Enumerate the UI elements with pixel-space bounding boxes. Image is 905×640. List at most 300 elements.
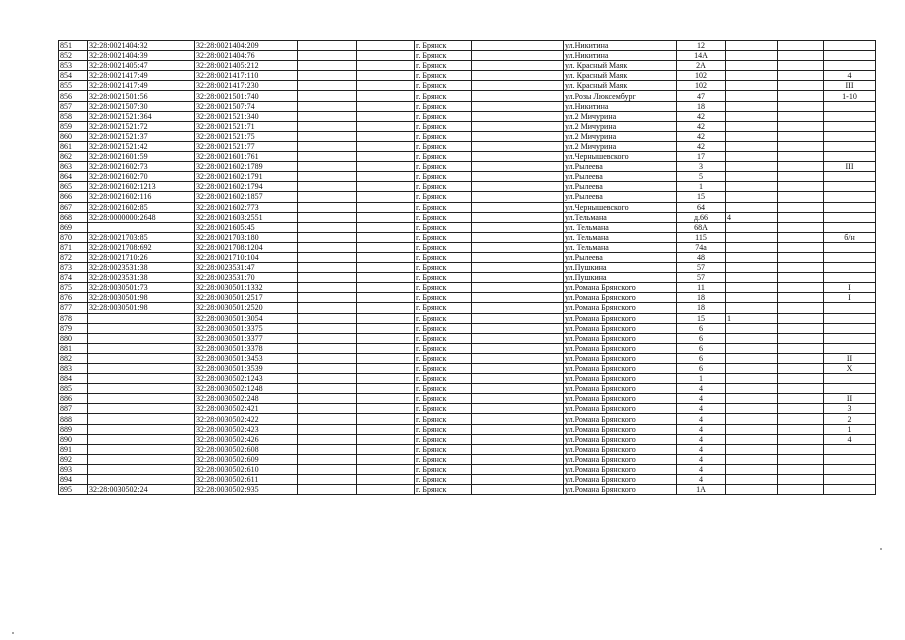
apartment-cell bbox=[824, 202, 876, 212]
empty-cell bbox=[778, 172, 824, 182]
row-number: 884 bbox=[59, 374, 88, 384]
cadastral-number-object: 32:28:0021602:1857 bbox=[195, 192, 298, 202]
cadastral-number-land: 32:28:0021521:42 bbox=[88, 141, 195, 151]
empty-cell bbox=[778, 313, 824, 323]
cadastral-number-object: 32:28:0021404:76 bbox=[195, 51, 298, 61]
street-cell: ул.2 Мичурина bbox=[564, 111, 677, 121]
house-number-cell: 15 bbox=[677, 192, 726, 202]
city-cell: г. Брянск bbox=[415, 91, 472, 101]
building-cell bbox=[726, 414, 778, 424]
empty-cell bbox=[472, 121, 564, 131]
row-number: 856 bbox=[59, 91, 88, 101]
cadastral-number-land: 32:28:0021708:692 bbox=[88, 242, 195, 252]
empty-cell bbox=[298, 374, 357, 384]
city-cell: г. Брянск bbox=[415, 323, 472, 333]
table-row bbox=[59, 404, 876, 414]
cadastral-number-object: 32:28:0030501:3453 bbox=[195, 353, 298, 363]
table-row bbox=[59, 252, 876, 262]
empty-cell bbox=[778, 485, 824, 495]
apartment-cell bbox=[824, 333, 876, 343]
empty-cell bbox=[298, 121, 357, 131]
empty-cell bbox=[357, 394, 415, 404]
street-cell: ул.Рылеева bbox=[564, 162, 677, 172]
building-cell bbox=[726, 182, 778, 192]
street-cell: ул.Тельмана bbox=[564, 212, 677, 222]
empty-cell bbox=[778, 464, 824, 474]
house-number-cell: 4 bbox=[677, 424, 726, 434]
empty-cell bbox=[472, 424, 564, 434]
city-cell: г. Брянск bbox=[415, 485, 472, 495]
street-cell: ул.Рылеева bbox=[564, 192, 677, 202]
cadastral-number-object: 32:28:0021602:1794 bbox=[195, 182, 298, 192]
empty-cell bbox=[472, 283, 564, 293]
city-cell: г. Брянск bbox=[415, 454, 472, 464]
cadastral-number-object: 32:28:0030502:421 bbox=[195, 404, 298, 414]
cadastral-number-land bbox=[88, 222, 195, 232]
empty-cell bbox=[472, 464, 564, 474]
building-cell bbox=[726, 242, 778, 252]
city-cell: г. Брянск bbox=[415, 404, 472, 414]
empty-cell bbox=[778, 394, 824, 404]
cadastral-number-land: 32:28:0000000:2648 bbox=[88, 212, 195, 222]
row-number: 863 bbox=[59, 162, 88, 172]
empty-cell bbox=[778, 454, 824, 464]
empty-cell bbox=[472, 364, 564, 374]
table-row bbox=[59, 414, 876, 424]
empty-cell bbox=[472, 475, 564, 485]
cadastral-number-land bbox=[88, 424, 195, 434]
empty-cell bbox=[778, 353, 824, 363]
street-cell: ул.Пушкина bbox=[564, 273, 677, 283]
street-cell: ул. Тельмана bbox=[564, 242, 677, 252]
table-row bbox=[59, 172, 876, 182]
empty-cell bbox=[778, 91, 824, 101]
building-cell bbox=[726, 434, 778, 444]
empty-cell bbox=[298, 212, 357, 222]
empty-cell bbox=[298, 81, 357, 91]
empty-cell bbox=[472, 232, 564, 242]
apartment-cell bbox=[824, 141, 876, 151]
empty-cell bbox=[778, 121, 824, 131]
apartment-cell: III bbox=[824, 81, 876, 91]
empty-cell bbox=[778, 273, 824, 283]
empty-cell bbox=[778, 81, 824, 91]
empty-cell bbox=[357, 71, 415, 81]
empty-cell bbox=[472, 242, 564, 252]
empty-cell bbox=[778, 384, 824, 394]
empty-cell bbox=[472, 252, 564, 262]
house-number-cell: 4 bbox=[677, 414, 726, 424]
cadastral-number-land: 32:28:0021602:70 bbox=[88, 172, 195, 182]
empty-cell bbox=[778, 111, 824, 121]
row-number: 875 bbox=[59, 283, 88, 293]
empty-cell bbox=[298, 333, 357, 343]
empty-cell bbox=[298, 313, 357, 323]
city-cell: г. Брянск bbox=[415, 444, 472, 454]
apartment-cell bbox=[824, 51, 876, 61]
empty-cell bbox=[298, 222, 357, 232]
empty-cell bbox=[472, 404, 564, 414]
table-row bbox=[59, 353, 876, 363]
cadastral-number-object: 32:28:0030501:3054 bbox=[195, 313, 298, 323]
street-cell: ул.Романа Брянского bbox=[564, 454, 677, 464]
cadastral-number-land: 32:28:0021417:49 bbox=[88, 81, 195, 91]
empty-cell bbox=[778, 202, 824, 212]
empty-cell bbox=[357, 212, 415, 222]
empty-cell bbox=[472, 444, 564, 454]
row-number: 887 bbox=[59, 404, 88, 414]
empty-cell bbox=[778, 475, 824, 485]
building-cell bbox=[726, 283, 778, 293]
cadastral-number-object: 32:28:0030502:1248 bbox=[195, 384, 298, 394]
cadastral-number-object: 32:28:0021602:1789 bbox=[195, 162, 298, 172]
house-number-cell: 102 bbox=[677, 71, 726, 81]
empty-cell bbox=[298, 61, 357, 71]
house-number-cell: 4 bbox=[677, 384, 726, 394]
empty-cell bbox=[298, 353, 357, 363]
row-number: 893 bbox=[59, 464, 88, 474]
apartment-cell bbox=[824, 131, 876, 141]
house-number-cell: 102 bbox=[677, 81, 726, 91]
empty-cell bbox=[472, 41, 564, 51]
empty-cell bbox=[357, 202, 415, 212]
city-cell: г. Брянск bbox=[415, 384, 472, 394]
row-number: 879 bbox=[59, 323, 88, 333]
house-number-cell: 4 bbox=[677, 404, 726, 414]
apartment-cell bbox=[824, 273, 876, 283]
city-cell: г. Брянск bbox=[415, 353, 472, 363]
city-cell: г. Брянск bbox=[415, 192, 472, 202]
empty-cell bbox=[298, 162, 357, 172]
table-row bbox=[59, 212, 876, 222]
cadastral-number-object: 32:28:0021601:761 bbox=[195, 152, 298, 162]
row-number: 882 bbox=[59, 353, 88, 363]
house-number-cell: 11 bbox=[677, 283, 726, 293]
empty-cell bbox=[472, 222, 564, 232]
city-cell: г. Брянск bbox=[415, 202, 472, 212]
house-number-cell: 14А bbox=[677, 51, 726, 61]
house-number-cell: 18 bbox=[677, 293, 726, 303]
row-number: 857 bbox=[59, 101, 88, 111]
table-row bbox=[59, 293, 876, 303]
apartment-cell: I bbox=[824, 293, 876, 303]
empty-cell bbox=[778, 61, 824, 71]
empty-cell bbox=[298, 141, 357, 151]
cadastral-number-object: 32:28:0030501:3375 bbox=[195, 323, 298, 333]
empty-cell bbox=[472, 263, 564, 273]
empty-cell bbox=[357, 464, 415, 474]
empty-cell bbox=[472, 333, 564, 343]
street-cell: ул.Романа Брянского bbox=[564, 313, 677, 323]
cadastral-number-object: 32:28:0021405:212 bbox=[195, 61, 298, 71]
cadastral-number-object: 32:28:0021603:2551 bbox=[195, 212, 298, 222]
table-row bbox=[59, 182, 876, 192]
city-cell: г. Брянск bbox=[415, 464, 472, 474]
cadastral-number-land: 32:28:0021521:72 bbox=[88, 121, 195, 131]
empty-cell bbox=[298, 131, 357, 141]
building-cell bbox=[726, 485, 778, 495]
table-row bbox=[59, 81, 876, 91]
house-number-cell: 74а bbox=[677, 242, 726, 252]
cadastral-number-land: 32:28:0030501:98 bbox=[88, 293, 195, 303]
street-cell: ул.Романа Брянского bbox=[564, 444, 677, 454]
building-cell bbox=[726, 51, 778, 61]
empty-cell bbox=[357, 152, 415, 162]
empty-cell bbox=[778, 323, 824, 333]
empty-cell bbox=[472, 273, 564, 283]
empty-cell bbox=[357, 343, 415, 353]
building-cell bbox=[726, 293, 778, 303]
street-cell: ул. Тельмана bbox=[564, 232, 677, 242]
street-cell: ул.Рылеева bbox=[564, 252, 677, 262]
row-number: 851 bbox=[59, 41, 88, 51]
house-number-cell: 1 bbox=[677, 182, 726, 192]
row-number: 873 bbox=[59, 263, 88, 273]
row-number: 854 bbox=[59, 71, 88, 81]
street-cell: ул.Романа Брянского bbox=[564, 475, 677, 485]
cadastral-number-land: 32:28:0030501:73 bbox=[88, 283, 195, 293]
house-number-cell: 4 bbox=[677, 454, 726, 464]
house-number-cell: 5 bbox=[677, 172, 726, 182]
city-cell: г. Брянск bbox=[415, 101, 472, 111]
city-cell: г. Брянск bbox=[415, 424, 472, 434]
building-cell bbox=[726, 464, 778, 474]
building-cell bbox=[726, 121, 778, 131]
street-cell: ул.Романа Брянского bbox=[564, 293, 677, 303]
building-cell bbox=[726, 273, 778, 283]
cadastral-number-land: 32:28:0021602:1213 bbox=[88, 182, 195, 192]
street-cell: ул.Рылеева bbox=[564, 182, 677, 192]
house-number-cell: 6 bbox=[677, 364, 726, 374]
city-cell: г. Брянск bbox=[415, 111, 472, 121]
street-cell: ул.Романа Брянского bbox=[564, 323, 677, 333]
cadastral-number-object: 32:28:0021507:74 bbox=[195, 101, 298, 111]
street-cell: ул.Романа Брянского bbox=[564, 333, 677, 343]
apartment-cell: 4 bbox=[824, 434, 876, 444]
house-number-cell: 2А bbox=[677, 61, 726, 71]
row-number: 866 bbox=[59, 192, 88, 202]
empty-cell bbox=[357, 162, 415, 172]
building-cell bbox=[726, 111, 778, 121]
apartment-cell: 1-10 bbox=[824, 91, 876, 101]
empty-cell bbox=[357, 283, 415, 293]
row-number: 858 bbox=[59, 111, 88, 121]
street-cell: ул.Чернышевского bbox=[564, 202, 677, 212]
empty-cell bbox=[357, 333, 415, 343]
cadastral-number-land: 32:28:0021404:39 bbox=[88, 51, 195, 61]
cadastral-number-land: 32:28:0021601:59 bbox=[88, 152, 195, 162]
table-row bbox=[59, 242, 876, 252]
house-number-cell: 42 bbox=[677, 131, 726, 141]
empty-cell bbox=[472, 51, 564, 61]
empty-cell bbox=[357, 232, 415, 242]
city-cell: г. Брянск bbox=[415, 475, 472, 485]
city-cell: г. Брянск bbox=[415, 162, 472, 172]
house-number-cell: 12 bbox=[677, 41, 726, 51]
building-cell bbox=[726, 404, 778, 414]
empty-cell bbox=[357, 121, 415, 131]
empty-cell bbox=[357, 404, 415, 414]
house-number-cell: 4 bbox=[677, 394, 726, 404]
city-cell: г. Брянск bbox=[415, 283, 472, 293]
apartment-cell: 1 bbox=[824, 424, 876, 434]
cadastral-number-land bbox=[88, 384, 195, 394]
cadastral-number-object: 32:28:0030501:3378 bbox=[195, 343, 298, 353]
apartment-cell bbox=[824, 172, 876, 182]
house-number-cell: 15 bbox=[677, 313, 726, 323]
empty-cell bbox=[298, 172, 357, 182]
row-number: 885 bbox=[59, 384, 88, 394]
city-cell: г. Брянск bbox=[415, 232, 472, 242]
city-cell: г. Брянск bbox=[415, 51, 472, 61]
street-cell: ул. Красный Маяк bbox=[564, 81, 677, 91]
street-cell: ул. Красный Маяк bbox=[564, 71, 677, 81]
table-row bbox=[59, 91, 876, 101]
empty-cell bbox=[298, 414, 357, 424]
street-cell: ул.Романа Брянского bbox=[564, 424, 677, 434]
cadastral-number-land bbox=[88, 323, 195, 333]
city-cell: г. Брянск bbox=[415, 152, 472, 162]
apartment-cell: X bbox=[824, 364, 876, 374]
house-number-cell: 6 bbox=[677, 343, 726, 353]
empty-cell bbox=[357, 263, 415, 273]
empty-cell bbox=[472, 111, 564, 121]
house-number-cell: 47 bbox=[677, 91, 726, 101]
apartment-cell: III bbox=[824, 162, 876, 172]
city-cell: г. Брянск bbox=[415, 222, 472, 232]
table-row bbox=[59, 444, 876, 454]
table-row bbox=[59, 283, 876, 293]
house-number-cell: 42 bbox=[677, 121, 726, 131]
cadastral-number-land bbox=[88, 404, 195, 414]
row-number: 878 bbox=[59, 313, 88, 323]
table-row bbox=[59, 71, 876, 81]
cadastral-number-object: 32:28:0030502:611 bbox=[195, 475, 298, 485]
building-cell: 4 bbox=[726, 212, 778, 222]
empty-cell bbox=[298, 152, 357, 162]
apartment-cell bbox=[824, 252, 876, 262]
empty-cell bbox=[357, 475, 415, 485]
cadastral-number-object: 32:28:0021417:110 bbox=[195, 71, 298, 81]
cadastral-number-land bbox=[88, 333, 195, 343]
row-number: 852 bbox=[59, 51, 88, 61]
apartment-cell bbox=[824, 303, 876, 313]
apartment-cell bbox=[824, 182, 876, 192]
empty-cell bbox=[472, 303, 564, 313]
building-cell bbox=[726, 303, 778, 313]
empty-cell bbox=[298, 424, 357, 434]
house-number-cell: 6 bbox=[677, 333, 726, 343]
table-row bbox=[59, 464, 876, 474]
apartment-cell: I bbox=[824, 283, 876, 293]
empty-cell bbox=[298, 404, 357, 414]
building-cell bbox=[726, 454, 778, 464]
empty-cell bbox=[357, 192, 415, 202]
city-cell: г. Брянск bbox=[415, 252, 472, 262]
empty-cell bbox=[472, 152, 564, 162]
table-row bbox=[59, 384, 876, 394]
row-number: 888 bbox=[59, 414, 88, 424]
empty-cell bbox=[298, 444, 357, 454]
empty-cell bbox=[472, 162, 564, 172]
building-cell bbox=[726, 394, 778, 404]
building-cell bbox=[726, 444, 778, 454]
cadastral-number-object: 32:28:0030501:3377 bbox=[195, 333, 298, 343]
empty-cell bbox=[357, 374, 415, 384]
apartment-cell bbox=[824, 343, 876, 353]
apartment-cell bbox=[824, 222, 876, 232]
street-cell: ул.Розы Люксембург bbox=[564, 91, 677, 101]
apartment-cell bbox=[824, 212, 876, 222]
house-number-cell: 1А bbox=[677, 485, 726, 495]
row-number: 860 bbox=[59, 131, 88, 141]
city-cell: г. Брянск bbox=[415, 212, 472, 222]
cadastral-number-land: 32:28:0021507:30 bbox=[88, 101, 195, 111]
cadastral-number-object: 32:28:0030502:1243 bbox=[195, 374, 298, 384]
empty-cell bbox=[357, 91, 415, 101]
street-cell: ул.Романа Брянского bbox=[564, 303, 677, 313]
empty-cell bbox=[298, 293, 357, 303]
empty-cell bbox=[357, 424, 415, 434]
row-number: 870 bbox=[59, 232, 88, 242]
row-number: 894 bbox=[59, 475, 88, 485]
empty-cell bbox=[298, 101, 357, 111]
building-cell bbox=[726, 323, 778, 333]
empty-cell bbox=[472, 141, 564, 151]
house-number-cell: 6 bbox=[677, 323, 726, 333]
empty-cell bbox=[357, 141, 415, 151]
empty-cell bbox=[357, 182, 415, 192]
street-cell: ул.Романа Брянского bbox=[564, 384, 677, 394]
street-cell: ул.2 Мичурина bbox=[564, 121, 677, 131]
row-number: 874 bbox=[59, 273, 88, 283]
street-cell: ул.2 Мичурина bbox=[564, 141, 677, 151]
empty-cell bbox=[298, 232, 357, 242]
building-cell bbox=[726, 192, 778, 202]
building-cell bbox=[726, 81, 778, 91]
empty-cell bbox=[472, 192, 564, 202]
empty-cell bbox=[472, 374, 564, 384]
cadastral-number-land: 32:28:0021404:32 bbox=[88, 41, 195, 51]
empty-cell bbox=[472, 101, 564, 111]
empty-cell bbox=[778, 293, 824, 303]
empty-cell bbox=[778, 263, 824, 273]
table-row bbox=[59, 202, 876, 212]
empty-cell bbox=[472, 384, 564, 394]
cadastral-number-object: 32:28:0021521:75 bbox=[195, 131, 298, 141]
empty-cell bbox=[357, 111, 415, 121]
building-cell bbox=[726, 61, 778, 71]
house-number-cell: 42 bbox=[677, 141, 726, 151]
building-cell bbox=[726, 172, 778, 182]
building-cell bbox=[726, 475, 778, 485]
table-row bbox=[59, 454, 876, 464]
apartment-cell bbox=[824, 313, 876, 323]
street-cell: ул.Романа Брянского bbox=[564, 343, 677, 353]
empty-cell bbox=[298, 454, 357, 464]
empty-cell bbox=[298, 394, 357, 404]
cadastral-number-object: 32:28:0023531:70 bbox=[195, 273, 298, 283]
empty-cell bbox=[472, 485, 564, 495]
cadastral-number-land: 32:28:0021521:364 bbox=[88, 111, 195, 121]
cadastral-number-object: 32:28:0030502:248 bbox=[195, 394, 298, 404]
empty-cell bbox=[778, 141, 824, 151]
house-number-cell: 115 bbox=[677, 232, 726, 242]
table-row bbox=[59, 101, 876, 111]
building-cell bbox=[726, 202, 778, 212]
cadastral-number-object: 32:28:0030502:422 bbox=[195, 414, 298, 424]
table-row bbox=[59, 394, 876, 404]
